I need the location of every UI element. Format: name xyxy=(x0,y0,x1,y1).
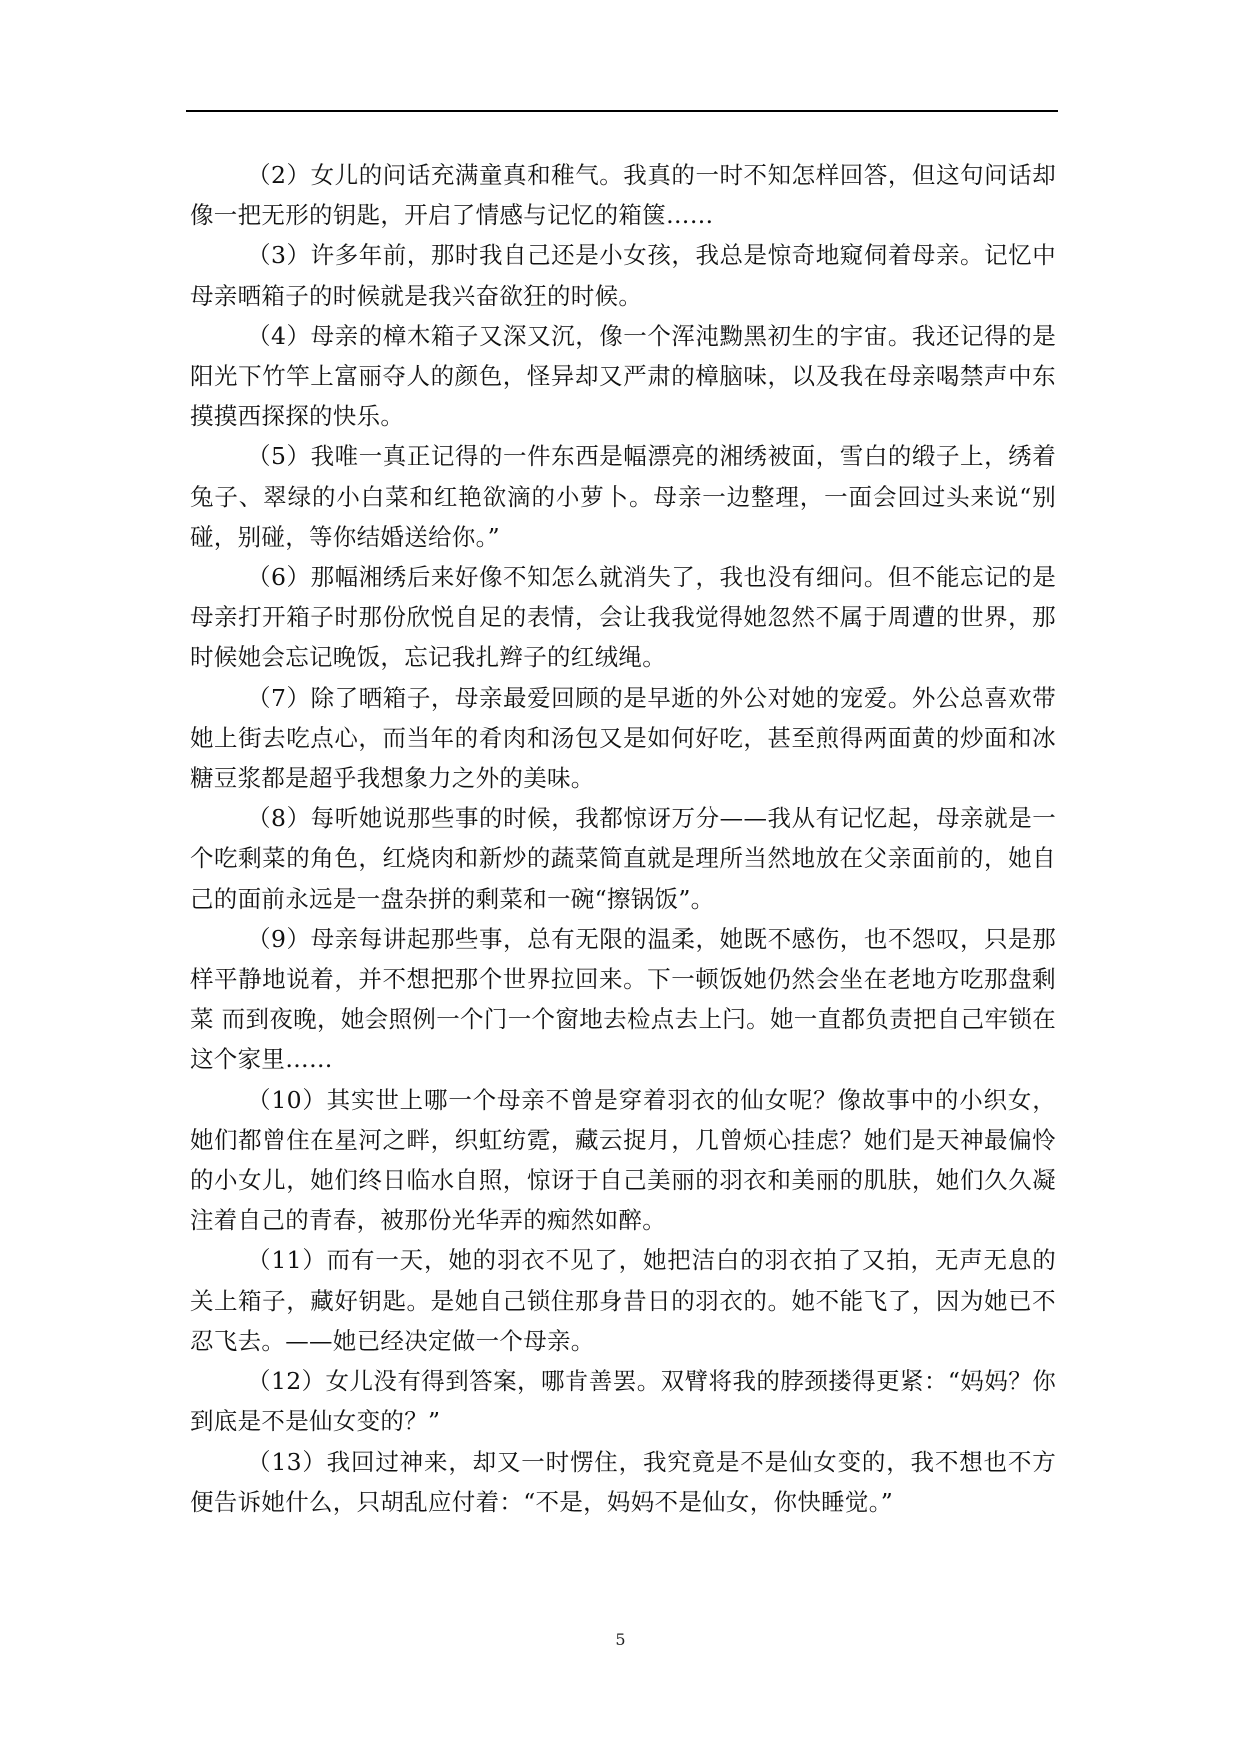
paragraph-6: （6）那幅湘绣后来好像不知怎么就消失了，我也没有细问。但不能忘记的是母亲打开箱子时那份欣悦自足的表情，会让我我觉得她忽然不属于周遭的世界，那时候她会忘记晚饭，忘记我扎辫子的红绒绳。 xyxy=(190,563,1056,672)
paragraph-13: （13）我回过神来，却又一时愣住，我究竟是不是仙女变的，我不想也不方便告诉她什么，只胡乱应付着：“不是，妈妈不是仙女，你快睡觉。” xyxy=(190,1447,1056,1516)
header-rule xyxy=(186,110,1058,112)
paragraph-7: （7）除了晒箱子，母亲最爱回顾的是早逝的外公对她的宠爱。外公总喜欢带她上街去吃点心，而当年的肴肉和汤包又是如何好吃，甚至煎得两面黄的炒面和冰糖豆浆都是超乎我想象力之外的美味。 xyxy=(190,683,1056,793)
paragraph-12: （12）女儿没有得到答案，哪肯善罢。双臂将我的脖颈搂得更紧：“妈妈？你到底是不是仙女变的？” xyxy=(190,1367,1056,1436)
paragraph-4: （4）母亲的樟木箱子又深又沉，像一个浑沌黝黑初生的宇宙。我还记得的是阳光下竹竿上富丽夺人的颜色，怪异却又严肃的樟脑味，以及我在母亲喝禁声中东摸摸西探探的快乐。 xyxy=(190,321,1056,431)
page-number: 5 xyxy=(615,1630,626,1649)
paragraph-11: （11）而有一天，她的羽衣不见了，她把洁白的羽衣拍了又拍，无声无息的关上箱子，藏好钥匙。是她自己锁住那身昔日的羽衣的。她不能飞了，因为她已不忍飞去。——她已经决定做一个母亲。 xyxy=(190,1246,1056,1355)
article-body xyxy=(190,155,1056,1522)
paragraph-8: （8）每听她说那些事的时候，我都惊讶万分——我从有记忆起，母亲就是一个吃剩菜的角色，红烧肉和新炒的蔬菜简直就是理所当然地放在父亲面前的，她自己的面前永远是一盘杂拼的剩菜和一碗“擦锅饭”。 xyxy=(190,804,1056,913)
paragraph-9: （9）母亲每讲起那些事，总有无限的温柔，她既不感伤，也不怨叹，只是那样平静地说着，并不想把那个世界拉回来。下一顿饭她仍然会坐在老地方吃那盘剩菜 而到夜晚，她会照例一个门一个窗地去检点去上闩。她一直都负责把自己牢锁在这个家里…… xyxy=(190,924,1056,1074)
paragraph-2: （2）女儿的问话充满童真和稚气。我真的一时不知怎样回答，但这句问话却像一把无形的钥匙，开启了情感与记忆的箱箧…… xyxy=(190,161,1056,230)
paragraph-5: （5）我唯一真正记得的一件东西是幅漂亮的湘绣被面，雪白的缎子上，绣着兔子、翠绿的小白菜和红艳欲滴的小萝卜。母亲一边整理，一面会回过头来说“别碰，别碰，等你结婚送给你。” xyxy=(190,442,1056,551)
paragraph-10: （10）其实世上哪一个母亲不曾是穿着羽衣的仙女呢？像故事中的小织女，她们都曾住在星河之畔，织虹纺霓，藏云捉月，几曾烦心挂虑？她们是天神最偏怜的小女儿，她们终日临水自照，惊讶于自己美丽的羽衣和美丽的肌肤，她们久久凝注着自己的青春，被那份光华弄的痴然如醉。 xyxy=(190,1085,1056,1235)
paragraph-3: （3）许多年前，那时我自己还是小女孩，我总是惊奇地窥伺着母亲。记忆中母亲晒箱子的时候就是我兴奋欲狂的时候。 xyxy=(190,241,1056,310)
